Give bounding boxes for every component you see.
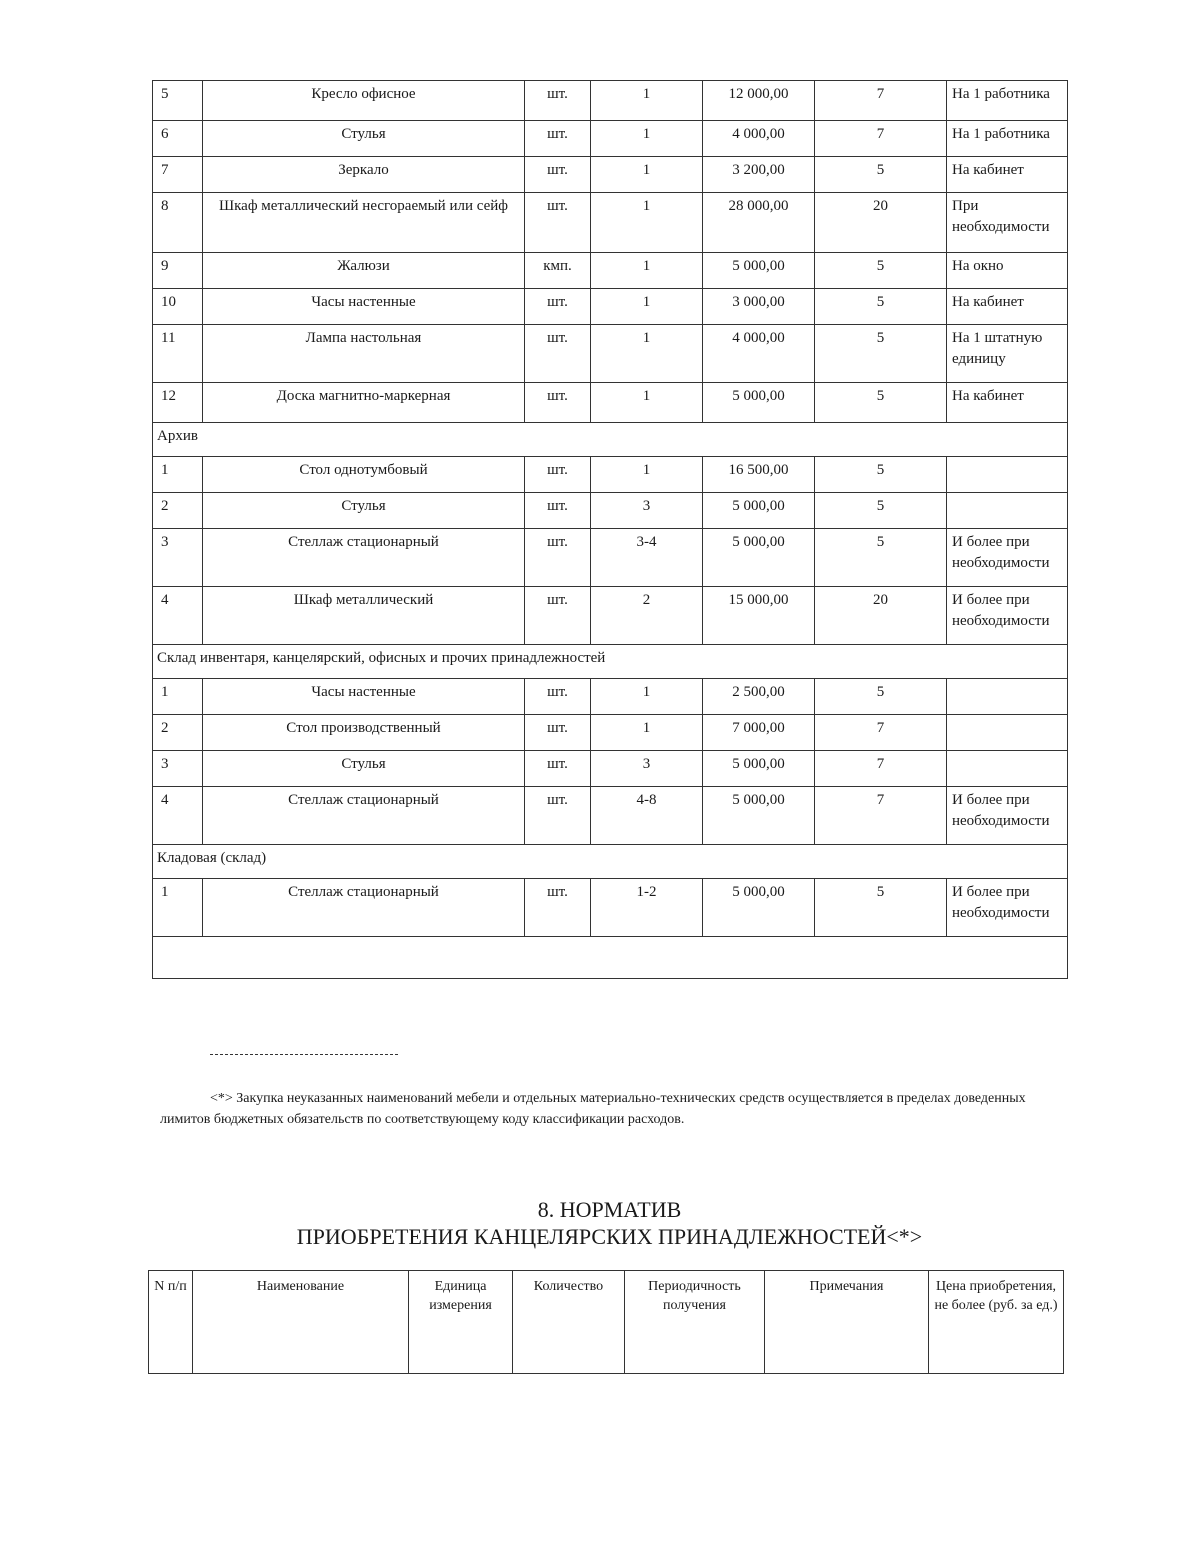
cell-unit: шт. xyxy=(525,457,591,493)
cell-price: 5 000,00 xyxy=(703,493,815,529)
cell-qty: 1 xyxy=(591,715,703,751)
cell-name: Стол производственный xyxy=(203,715,525,751)
cell-note: При необходимости xyxy=(947,193,1068,253)
table-row xyxy=(153,715,1068,751)
cell-unit: шт. xyxy=(525,325,591,383)
cell-num: 12 xyxy=(153,383,203,423)
section-title-warehouse: Склад инвентаря, канцелярский, офисных и прочих принадлежностей xyxy=(153,645,1068,679)
cell-note xyxy=(947,457,1068,493)
cell-price: 5 000,00 xyxy=(703,529,815,587)
section-heading xyxy=(152,1196,1067,1250)
cell-note: И более при необходимости xyxy=(947,587,1068,645)
cell-price: 3 200,00 xyxy=(703,157,815,193)
cell-num: 4 xyxy=(153,587,203,645)
cell-name: Шкаф металлический несгораемый или сейф xyxy=(203,193,525,253)
cell-name: Стеллаж стационарный xyxy=(203,529,525,587)
cell-note: И более при необходимости xyxy=(947,529,1068,587)
cell-num: 11 xyxy=(153,325,203,383)
cell-name: Жалюзи xyxy=(203,253,525,289)
cell-years: 5 xyxy=(815,383,947,423)
cell-unit: шт. xyxy=(525,751,591,787)
cell-years: 7 xyxy=(815,121,947,157)
cell-name: Часы настенные xyxy=(203,679,525,715)
table-header-row xyxy=(149,1271,1064,1374)
cell-price: 5 000,00 xyxy=(703,751,815,787)
cell-name: Стулья xyxy=(203,751,525,787)
cell-num: 1 xyxy=(153,879,203,937)
table-row xyxy=(153,457,1068,493)
cell-note xyxy=(947,751,1068,787)
cell-price: 28 000,00 xyxy=(703,193,815,253)
cell-name: Стеллаж стационарный xyxy=(203,787,525,845)
cell-qty: 4-8 xyxy=(591,787,703,845)
cell-num: 10 xyxy=(153,289,203,325)
section-subtitle: ПРИОБРЕТЕНИЯ КАНЦЕЛЯРСКИХ ПРИНАДЛЕЖНОСТЕЙ<*> xyxy=(296,1224,923,1249)
cell-qty: 1 xyxy=(591,193,703,253)
footnote-divider xyxy=(210,1054,398,1055)
cell-note xyxy=(947,715,1068,751)
section-number-title: 8. НОРМАТИВ xyxy=(537,1197,682,1222)
cell-unit: шт. xyxy=(525,157,591,193)
cell-num: 9 xyxy=(153,253,203,289)
cell-unit: шт. xyxy=(525,529,591,587)
cell-price: 5 000,00 xyxy=(703,253,815,289)
cell-note: На окно xyxy=(947,253,1068,289)
cell-note xyxy=(947,679,1068,715)
table-row xyxy=(153,587,1068,645)
cell-qty: 1 xyxy=(591,383,703,423)
cell-num: 3 xyxy=(153,529,203,587)
cell-years: 5 xyxy=(815,493,947,529)
cell-note: На 1 штатную единицу xyxy=(947,325,1068,383)
cell-price: 5 000,00 xyxy=(703,787,815,845)
table-row xyxy=(153,679,1068,715)
section-row xyxy=(153,845,1068,879)
cell-num: 1 xyxy=(153,679,203,715)
table-row xyxy=(153,253,1068,289)
section-title-archive: Архив xyxy=(153,423,1068,457)
table-row xyxy=(153,751,1068,787)
table-row xyxy=(153,493,1068,529)
cell-note: И более при необходимости xyxy=(947,879,1068,937)
table-row xyxy=(153,121,1068,157)
cell-qty: 1-2 xyxy=(591,879,703,937)
cell-qty: 3 xyxy=(591,751,703,787)
cell-num: 8 xyxy=(153,193,203,253)
cell-qty: 1 xyxy=(591,457,703,493)
cell-num: 3 xyxy=(153,751,203,787)
section-row xyxy=(153,423,1068,457)
cell-qty: 1 xyxy=(591,253,703,289)
cell-note: На кабинет xyxy=(947,383,1068,423)
table-row xyxy=(153,383,1068,423)
cell-unit: шт. xyxy=(525,715,591,751)
header-cell: Наименование xyxy=(193,1271,409,1374)
cell-qty: 1 xyxy=(591,325,703,383)
cell-unit: шт. xyxy=(525,193,591,253)
cell-years: 7 xyxy=(815,715,947,751)
cell-note xyxy=(947,493,1068,529)
cell-price: 15 000,00 xyxy=(703,587,815,645)
cell-price: 7 000,00 xyxy=(703,715,815,751)
cell-qty: 1 xyxy=(591,81,703,121)
cell-years: 5 xyxy=(815,679,947,715)
cell-unit: кмп. xyxy=(525,253,591,289)
cell-unit: шт. xyxy=(525,121,591,157)
cell-price: 16 500,00 xyxy=(703,457,815,493)
cell-name: Зеркало xyxy=(203,157,525,193)
table-row xyxy=(153,787,1068,845)
cell-name: Лампа настольная xyxy=(203,325,525,383)
cell-qty: 1 xyxy=(591,289,703,325)
header-cell: Цена приобретения, не более (руб. за ед.) xyxy=(929,1271,1064,1374)
cell-years: 7 xyxy=(815,787,947,845)
cell-years: 5 xyxy=(815,529,947,587)
table-body xyxy=(153,81,1068,979)
table-row xyxy=(153,879,1068,937)
cell-unit: шт. xyxy=(525,493,591,529)
empty-cell xyxy=(153,937,1068,979)
cell-qty: 1 xyxy=(591,157,703,193)
table-row xyxy=(153,529,1068,587)
cell-qty: 3 xyxy=(591,493,703,529)
cell-years: 5 xyxy=(815,325,947,383)
cell-unit: шт. xyxy=(525,383,591,423)
cell-years: 5 xyxy=(815,289,947,325)
cell-qty: 2 xyxy=(591,587,703,645)
cell-price: 3 000,00 xyxy=(703,289,815,325)
cell-unit: шт. xyxy=(525,587,591,645)
cell-years: 20 xyxy=(815,193,947,253)
table-row xyxy=(153,193,1068,253)
section-row xyxy=(153,645,1068,679)
cell-years: 5 xyxy=(815,157,947,193)
header-cell: Периодичность получения xyxy=(625,1271,765,1374)
cell-num: 4 xyxy=(153,787,203,845)
cell-price: 4 000,00 xyxy=(703,121,815,157)
cell-unit: шт. xyxy=(525,289,591,325)
cell-note: На кабинет xyxy=(947,157,1068,193)
furniture-norms-table xyxy=(152,80,1068,979)
cell-years: 5 xyxy=(815,879,947,937)
cell-years: 7 xyxy=(815,81,947,121)
cell-name: Часы настенные xyxy=(203,289,525,325)
cell-num: 2 xyxy=(153,493,203,529)
cell-unit: шт. xyxy=(525,679,591,715)
cell-name: Стулья xyxy=(203,121,525,157)
cell-num: 1 xyxy=(153,457,203,493)
cell-price: 2 500,00 xyxy=(703,679,815,715)
cell-note: И более при необходимости xyxy=(947,787,1068,845)
cell-note: На 1 работника xyxy=(947,81,1068,121)
cell-price: 5 000,00 xyxy=(703,383,815,423)
footnote-text: <*> Закупка неуказанных наименований мебели и отдельных материально-технических средств осуществляется в пределах доведенных лимитов бюджетных обязательств по соответствующему коду классификации расходов. xyxy=(160,1091,1026,1127)
header-cell: Единица измерения xyxy=(409,1271,513,1374)
cell-num: 6 xyxy=(153,121,203,157)
cell-price: 4 000,00 xyxy=(703,325,815,383)
table-row xyxy=(153,157,1068,193)
cell-qty: 1 xyxy=(591,679,703,715)
cell-name: Стол однотумбовый xyxy=(203,457,525,493)
cell-note: На 1 работника xyxy=(947,121,1068,157)
header-cell: N п/п xyxy=(149,1271,193,1374)
cell-qty: 1 xyxy=(591,121,703,157)
cell-num: 7 xyxy=(153,157,203,193)
cell-num: 5 xyxy=(153,81,203,121)
cell-years: 20 xyxy=(815,587,947,645)
cell-price: 5 000,00 xyxy=(703,879,815,937)
cell-unit: шт. xyxy=(525,81,591,121)
cell-name: Кресло офисное xyxy=(203,81,525,121)
cell-note: На кабинет xyxy=(947,289,1068,325)
table-row xyxy=(153,325,1068,383)
stationery-norms-table xyxy=(148,1270,1064,1374)
cell-years: 5 xyxy=(815,253,947,289)
cell-unit: шт. xyxy=(525,787,591,845)
header-cell: Количество xyxy=(513,1271,625,1374)
cell-name: Доска магнитно-маркерная xyxy=(203,383,525,423)
cell-num: 2 xyxy=(153,715,203,751)
section-title-storeroom: Кладовая (склад) xyxy=(153,845,1068,879)
cell-unit: шт. xyxy=(525,879,591,937)
table-row xyxy=(153,289,1068,325)
cell-name: Стеллаж стационарный xyxy=(203,879,525,937)
cell-price: 12 000,00 xyxy=(703,81,815,121)
cell-years: 7 xyxy=(815,751,947,787)
cell-name: Шкаф металлический xyxy=(203,587,525,645)
table-row xyxy=(153,81,1068,121)
header-cell: Примечания xyxy=(765,1271,929,1374)
cell-qty: 3-4 xyxy=(591,529,703,587)
empty-row xyxy=(153,937,1068,979)
cell-name: Стулья xyxy=(203,493,525,529)
cell-years: 5 xyxy=(815,457,947,493)
